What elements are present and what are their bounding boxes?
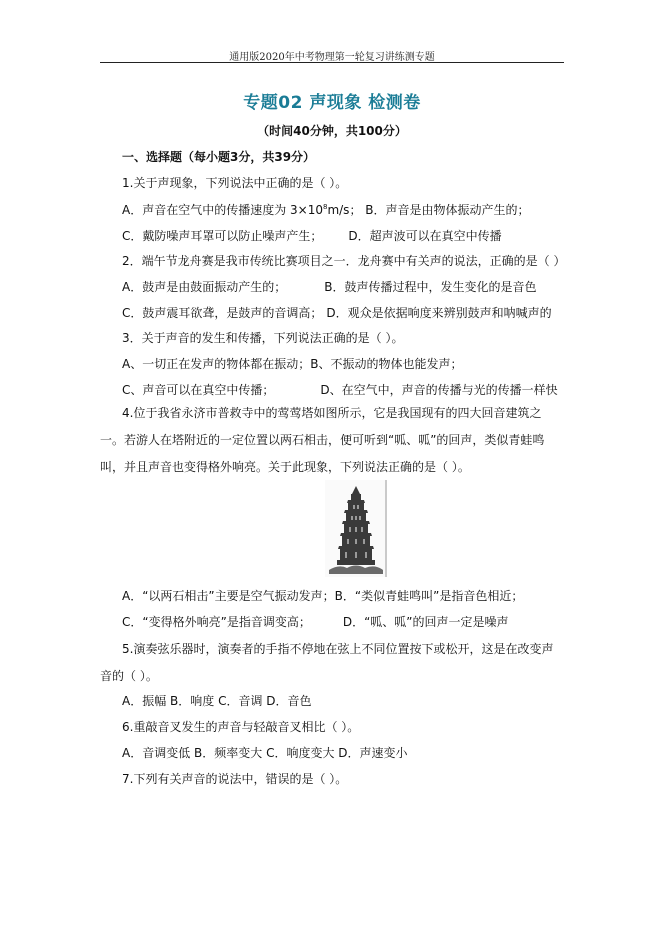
question-2-option-b: B．鼓声传播过程中，发生变化的是音色 — [324, 280, 537, 294]
question-3-options-cd — [122, 382, 572, 398]
question-4-option-b: B．“类似青蛙鸣叫”是指音色相近； — [334, 589, 524, 603]
yingying-tower-image — [325, 480, 387, 577]
question-7-stem: 7.下列有关声音的说法中，错误的是（ ）。 — [122, 772, 348, 786]
question-2-stem: 2．端午节龙舟赛是我市传统比赛项目之一．龙舟赛中有关声的说法，正确的是（ ） — [122, 254, 566, 268]
question-3-option-b: B、不振动的物体也能发声； — [310, 357, 463, 371]
question-1-options-cd — [122, 228, 572, 244]
question-4-stem: 4.位于我省永济市普救寺中的莺莺塔如图所示，它是我国现有的四大回音建筑之一。若游人在塔附近的一定位置以两石相击，便可听到“呱、呱”的回声，类似青蛙鸣叫，并且声音也变得格外响亮。关于此现象，下列说法正确的是（ ）。 — [100, 406, 545, 474]
question-6-stem: 6.重敲音叉发生的声音与轻敲音叉相比（ ）。 — [122, 720, 360, 734]
question-1-option-c: C．戴防噪声耳罩可以防止噪声产生； — [122, 229, 323, 243]
question-1-option-a: A．声音在空气中的传播速度为 $3\times 10^8m/s$； — [122, 203, 362, 217]
section-heading: 一、选择题（每小题3分，共39分） — [122, 150, 316, 164]
page-subtitle: （时间40分钟，共100分） — [257, 124, 407, 138]
page-header: 通用版2020年中考物理第一轮复习讲练测专题 — [229, 52, 435, 63]
question-4-option-a: A．“以两石相击”主要是空气振动发声； — [122, 589, 335, 603]
question-5-stem: 5.演奏弦乐器时，演奏者的手指不停地在弦上不同位置按下或松开，这是在改变声音的（ ）。 — [100, 642, 554, 683]
question-4-option-c: C．“变得格外响亮”是指音调变高； — [122, 615, 311, 629]
question-3-option-c: C、声音可以在真空中传播； — [122, 383, 275, 397]
question-2-option-d: D．观众是依据响度来辨别鼓声和呐喊声的 — [326, 306, 552, 320]
question-3-stem: 3．关于声音的发生和传播，下列说法正确的是（ ）。 — [122, 331, 404, 345]
question-2-option-a: A．鼓声是由鼓面振动产生的； — [122, 280, 287, 294]
question-1-options-ab — [122, 202, 572, 218]
question-1-option-b: B．声音是由物体振动产生的； — [365, 203, 530, 217]
question-1-option-d: D．超声波可以在真空中传播 — [348, 229, 502, 243]
question-2-options-ab — [122, 279, 572, 295]
question-1-stem: 1.关于声现象，下列说法中正确的是（ ）。 — [122, 176, 348, 190]
header-divider — [100, 62, 564, 63]
question-5-options: A．振幅 B．响度 C．音调 D．音色 — [122, 694, 312, 708]
question-3-option-d: D、在空气中，声音的传播与光的传播一样快 — [320, 383, 558, 397]
question-6-options: A．音调变低 B．频率变大 C．响度变大 D．声速变小 — [122, 746, 408, 760]
page-title: 专题02 声现象 检测卷 — [243, 93, 421, 113]
question-4-options-cd — [122, 614, 572, 630]
question-4-options-ab — [122, 588, 572, 604]
question-2-options-cd — [122, 305, 572, 321]
question-3-options-ab — [122, 356, 572, 372]
question-2-option-c: C．鼓声震耳欲聋，是鼓声的音调高； — [122, 306, 323, 320]
question-3-option-a: A、一切正在发声的物体都在振动； — [122, 357, 311, 371]
question-4-option-d: D．“呱、呱”的回声一定是噪声 — [342, 615, 509, 629]
